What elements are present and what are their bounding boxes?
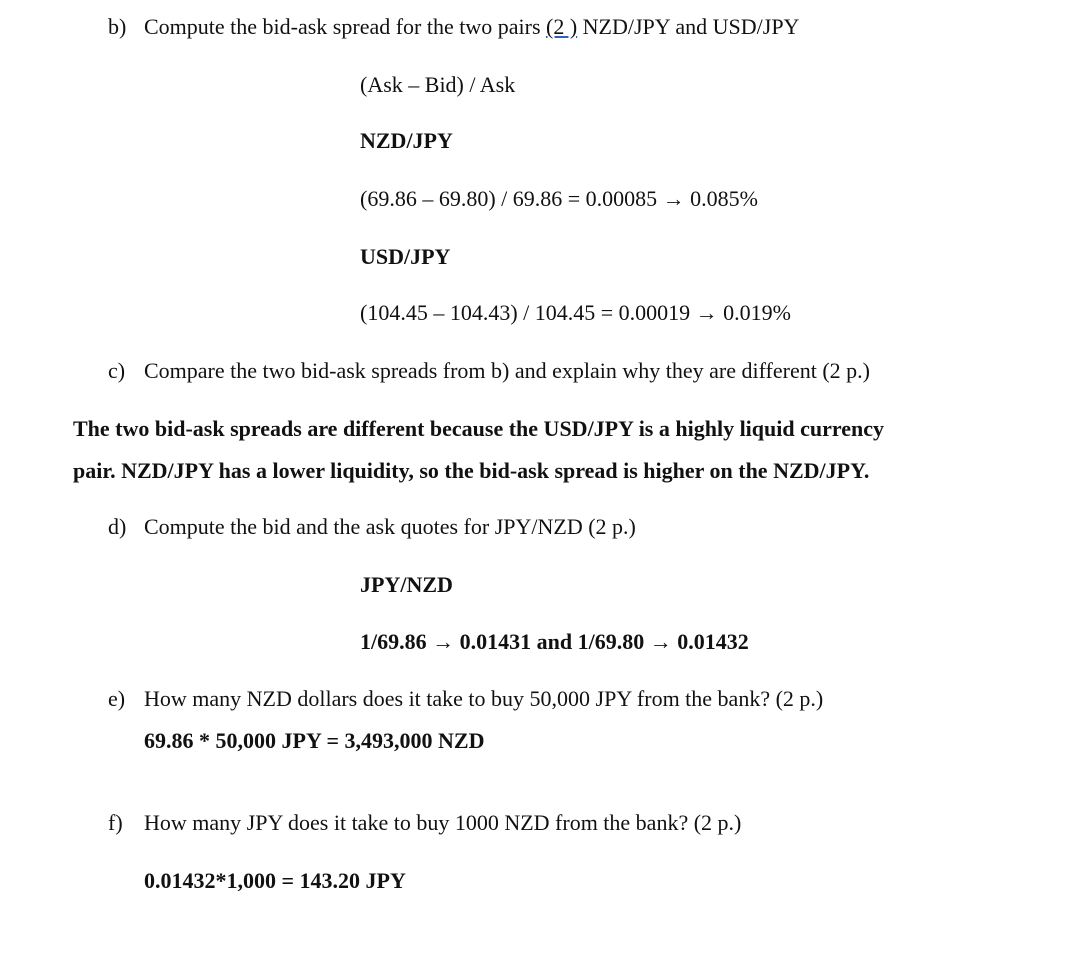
question-e: [108, 684, 823, 714]
question-b-text-post: NZD/JPY and USD/JPY: [577, 14, 800, 39]
spread-formula: (Ask – Bid) / Ask: [360, 72, 516, 97]
answer-c-line2: pair. NZD/JPY has a lower liquidity, so the bid-ask spread is higher on the NZD/JPY.: [73, 458, 870, 483]
question-e-marker: e): [108, 686, 126, 711]
answer-d: 1/69.86 → 0.01431 and 1/69.80 → 0.01432: [360, 629, 749, 654]
pair2-label: USD/JPY: [360, 244, 451, 269]
comment-link[interactable]: (2 ): [546, 14, 578, 39]
question-e-text: How many NZD dollars does it take to buy 50,000 JPY from the bank? (2 p.): [144, 686, 824, 711]
question-d: [108, 512, 636, 542]
question-c: [108, 356, 870, 386]
answer-e: 69.86 * 50,000 JPY = 3,493,000 NZD: [144, 728, 485, 753]
question-b-text-pre: Compute the bid-ask spread for the two pairs: [144, 14, 547, 39]
pair2-calculation: (104.45 – 104.43) / 104.45 = 0.00019 → 0.019%: [360, 300, 791, 325]
question-f-text: How many JPY does it take to buy 1000 NZD from the bank? (2 p.): [144, 810, 742, 835]
answer-f: 0.01432*1,000 = 143.20 JPY: [144, 868, 406, 893]
pair1-label: NZD/JPY: [360, 128, 453, 153]
pair1-calculation: (69.86 – 69.80) / 69.86 = 0.00085 → 0.085%: [360, 186, 758, 211]
question-d-marker: d): [108, 514, 127, 539]
question-b-marker: b): [108, 14, 127, 39]
question-f-marker: f): [108, 810, 123, 835]
answer-d-label: JPY/NZD: [360, 572, 453, 597]
answer-c-line1: The two bid-ask spreads are different because the USD/JPY is a highly liquid currency: [73, 416, 885, 441]
question-b: [108, 12, 799, 42]
question-d-text: Compute the bid and the ask quotes for JPY/NZD (2 p.): [144, 514, 636, 539]
question-f: [108, 808, 741, 838]
question-c-text: Compare the two bid-ask spreads from b) and explain why they are different (2 p.): [144, 358, 870, 383]
question-c-marker: c): [108, 358, 126, 383]
